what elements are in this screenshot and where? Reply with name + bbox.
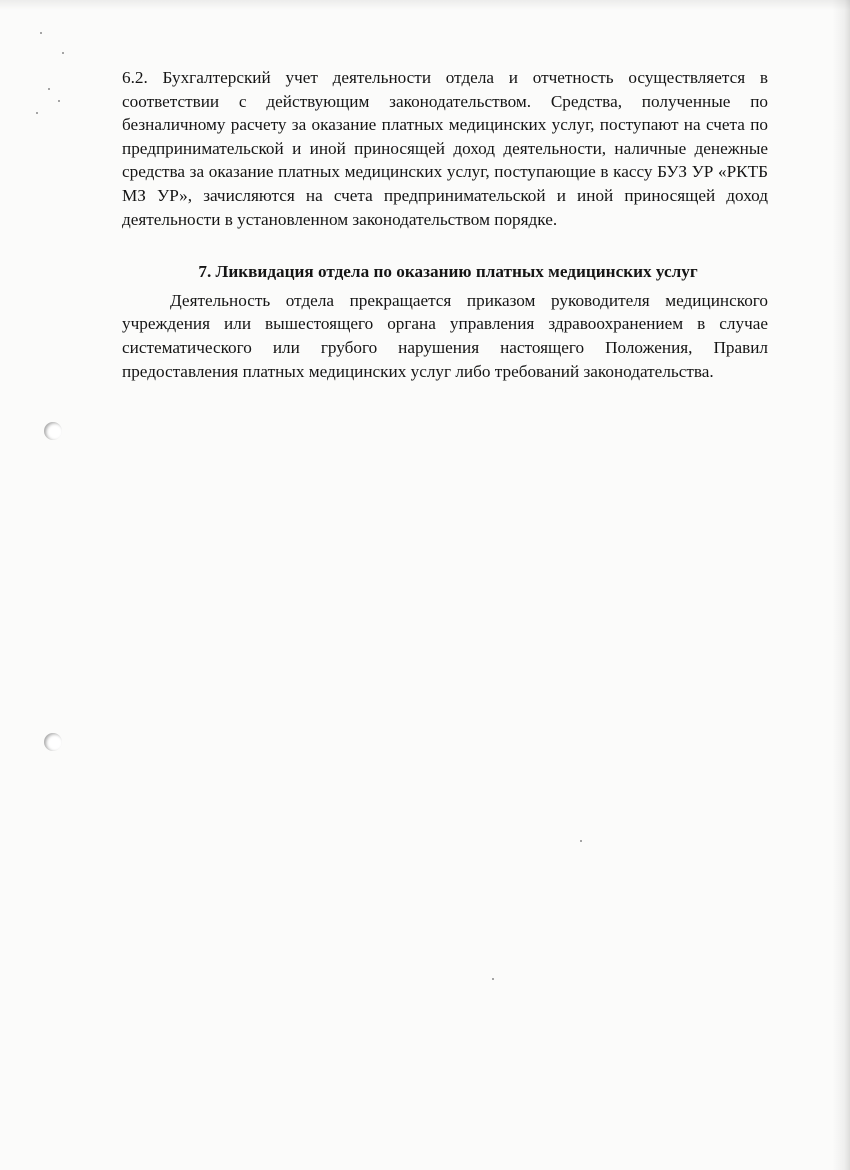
scan-speck [58, 100, 60, 102]
punch-hole-bottom [44, 733, 62, 751]
scan-speck [36, 112, 38, 114]
section-7-heading: 7. Ликвидация отдела по оказанию платных медицинских услуг [198, 262, 698, 282]
page-right-edge-shadow [832, 0, 850, 1170]
scan-speck [580, 840, 582, 842]
scan-speck [48, 88, 50, 90]
punch-hole-top [44, 422, 62, 440]
paragraph-6-2: 6.2. Бухгалтерский учет деятельности отдела и отчетность осуществляется в соответствии с действующим законодательством. Средства, полученные по безналичному расчету за оказание платных медицинских услуг, поступают на счета по предпринимательской и иной приносящей доход деятельности, наличные денежные средства за оказание платных медицинских услуг, поступающие в кассу БУЗ УР «РКТБ МЗ УР», зачисляются на счета предпринимательской и иной приносящей доход деятельности в установленном законодательством порядке. [122, 68, 768, 229]
scan-speck [40, 32, 42, 34]
scan-speck [62, 52, 64, 54]
document-body [122, 66, 768, 383]
section-7-paragraph: Деятельность отдела прекращается приказом руководителя медицинского учреждения или вышестоящего органа управления здравоохранением в случае систематического или грубого нарушения настоящего Положения, Правил предоставления платных медицинских услуг либо требований законодательства. [122, 290, 768, 381]
page-top-shadow [0, 0, 850, 10]
scan-speck [492, 978, 494, 980]
